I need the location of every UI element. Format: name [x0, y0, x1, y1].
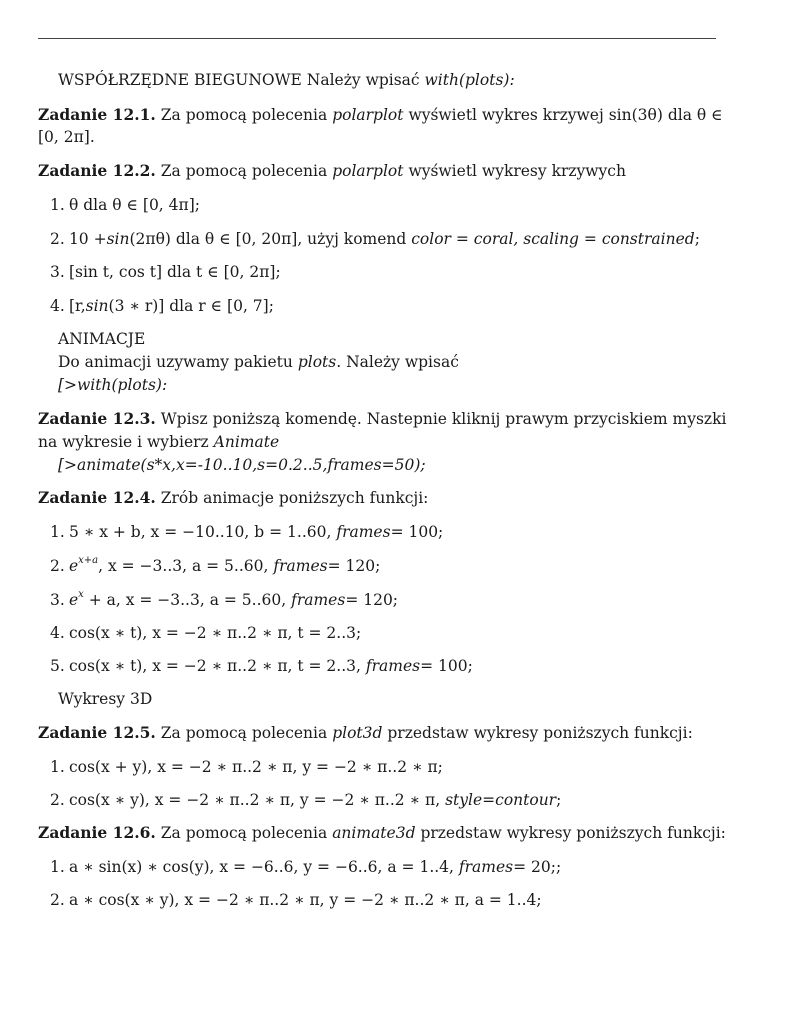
list-item: [50, 556, 380, 576]
item-number: 4.: [50, 297, 65, 315]
list-item: [50, 522, 443, 542]
list-item: [50, 262, 281, 282]
item-text: θ dla θ ∈ [0, 4π];: [68, 196, 200, 214]
item-number: 2.: [50, 891, 65, 909]
frames-keyword: frames: [365, 657, 421, 675]
item-text: (3 ∗ r)] dla r ∈ [0, 7];: [108, 297, 274, 315]
task-12-1: [38, 105, 723, 125]
item-text: [sin t, cos t] dla t ∈ [0, 2π];: [68, 263, 281, 281]
item-text: a ∗ sin(x) ∗ cos(y), x = −6..6, y = −6..6, a = 1..4,: [68, 858, 454, 876]
list-item: [50, 890, 542, 910]
header-rule: [38, 38, 716, 39]
frames-keyword: frames: [273, 557, 328, 575]
item-text: = 20;;: [513, 858, 562, 876]
task-12-4: [38, 488, 428, 508]
list-item: [50, 229, 700, 249]
list-item: [50, 757, 443, 777]
command-name: animate3d: [332, 824, 416, 842]
item-text: + a, x = −3..3, a = 5..60,: [83, 591, 287, 609]
command-name: polarplot: [332, 106, 404, 124]
intro-line: [58, 70, 515, 90]
item-number: 4.: [50, 624, 65, 642]
task-12-3-cont: [38, 432, 279, 452]
item-text: = 100;: [390, 523, 444, 541]
task-label: Zadanie 12.1.: [38, 105, 156, 124]
list-item: [50, 656, 473, 676]
item-number: 2.: [50, 791, 65, 809]
item-text: cos(x ∗ t), x = −2 ∗ π..2 ∗ π, t = 2..3,: [68, 657, 361, 675]
task-12-6: [38, 823, 726, 843]
item-number: 1.: [50, 196, 65, 214]
section-heading-animacje: [58, 329, 145, 349]
task-text: wyświetl wykresy krzywych: [408, 162, 626, 180]
list-item: [50, 623, 361, 643]
item-expr: sin: [106, 230, 130, 248]
frames-keyword: frames: [458, 858, 514, 876]
text: . Należy wpisać: [336, 353, 459, 371]
task-text: Wpisz poniższą komendę. Nastepnie kliknij prawym przyciskiem myszki: [160, 410, 727, 428]
section-heading-3d: [58, 689, 152, 709]
task-label: Zadanie 12.3.: [38, 409, 156, 428]
item-text: = 120;: [345, 591, 399, 609]
item-text: cos(x ∗ t), x = −2 ∗ π..2 ∗ π, t = 2..3;: [68, 624, 362, 642]
task-text: Za pomocą polecenia: [160, 106, 328, 124]
exp-power: x+a: [78, 554, 99, 566]
item-number: 2.: [50, 230, 65, 248]
item-text: 5 ∗ x + b, x = −10..10, b = 1..60,: [68, 523, 332, 541]
item-text: ;: [556, 791, 562, 809]
task-text: Za pomocą polecenia: [160, 724, 328, 742]
command-prompt: [>animate(s*x,x=-10..10,s=0.2..5,frames=50);: [58, 456, 426, 474]
list-item: [50, 857, 561, 877]
task-12-1-cont: [38, 127, 95, 147]
item-number: 2.: [50, 557, 65, 575]
item-number: 3.: [50, 591, 65, 609]
intro-text: Należy wpisać: [306, 71, 420, 89]
command-name: polarplot: [332, 162, 404, 180]
item-number: 1.: [50, 858, 65, 876]
item-expr: sin: [85, 297, 109, 315]
list-item: [50, 195, 200, 215]
item-text: 10 +: [68, 230, 107, 248]
item-text: (2πθ) dla θ ∈ [0, 20π], użyj komend: [129, 230, 407, 248]
item-number: 5.: [50, 657, 65, 675]
task-label: Zadanie 12.6.: [38, 823, 156, 842]
item-text: ;: [694, 230, 700, 248]
item-text: = 120;: [327, 557, 381, 575]
task-label: Zadanie 12.2.: [38, 161, 156, 180]
list-item: [50, 590, 398, 610]
task-text: przedstaw wykresy poniższych funkcji:: [387, 724, 693, 742]
item-text: [r,: [68, 297, 86, 315]
task-12-5: [38, 723, 693, 743]
item-text: , x = −3..3, a = 5..60,: [98, 557, 269, 575]
item-text: = 100;: [420, 657, 473, 675]
frames-keyword: frames: [291, 591, 346, 609]
task-12-3: [38, 409, 726, 429]
exp-power: x: [78, 588, 84, 600]
task-text: przedstaw wykresy poniższych funkcji:: [420, 824, 726, 842]
animacje-prompt: [58, 375, 167, 395]
list-item: [50, 296, 274, 316]
exp-base: e: [68, 557, 79, 575]
text: Do animacji uzywamy pakietu: [58, 353, 293, 371]
exp-base: e: [68, 591, 79, 609]
task-label: Zadanie 12.5.: [38, 723, 156, 742]
task-12-3-command: [58, 455, 426, 475]
heading-text: ANIMACJE: [58, 330, 146, 348]
task-text: Zrób animacje poniższych funkcji:: [160, 489, 429, 507]
list-item: [50, 790, 561, 810]
command-prompt: [>with(plots):: [58, 376, 168, 394]
heading-text: Wykresy 3D: [58, 690, 153, 708]
task-text: na wykresie i wybierz: [38, 433, 209, 451]
item-text: cos(x + y), x = −2 ∗ π..2 ∗ π, y = −2 ∗ π..2 ∗ π;: [68, 758, 443, 776]
animacje-text: [58, 352, 459, 372]
item-options: color = coral, scaling = constrained: [411, 230, 695, 248]
style-option: style=contour: [445, 791, 557, 809]
intro-command: with(plots):: [424, 71, 515, 89]
frames-keyword: frames: [336, 523, 391, 541]
task-text: [0, 2π].: [38, 128, 95, 146]
task-text: Za pomocą polecenia: [160, 162, 328, 180]
action-name: Animate: [213, 433, 280, 451]
package-name: plots: [297, 353, 337, 371]
task-text: wyświetl wykres krzywej sin(3θ) dla θ ∈: [408, 106, 723, 124]
task-text: Za pomocą polecenia: [160, 824, 328, 842]
item-text: a ∗ cos(x ∗ y), x = −2 ∗ π..2 ∗ π, y = −2 ∗ π..2 ∗ π, a = 1..4;: [68, 891, 542, 909]
command-name: plot3d: [332, 724, 383, 742]
item-number: 1.: [50, 523, 65, 541]
task-label: Zadanie 12.4.: [38, 488, 156, 507]
section-heading-polar: WSPÓŁRZĘDNE BIEGUNOWE: [58, 71, 302, 89]
item-number: 1.: [50, 758, 65, 776]
item-number: 3.: [50, 263, 65, 281]
item-text: cos(x ∗ y), x = −2 ∗ π..2 ∗ π, y = −2 ∗ π..2 ∗ π,: [68, 791, 441, 809]
task-12-2: [38, 161, 626, 181]
